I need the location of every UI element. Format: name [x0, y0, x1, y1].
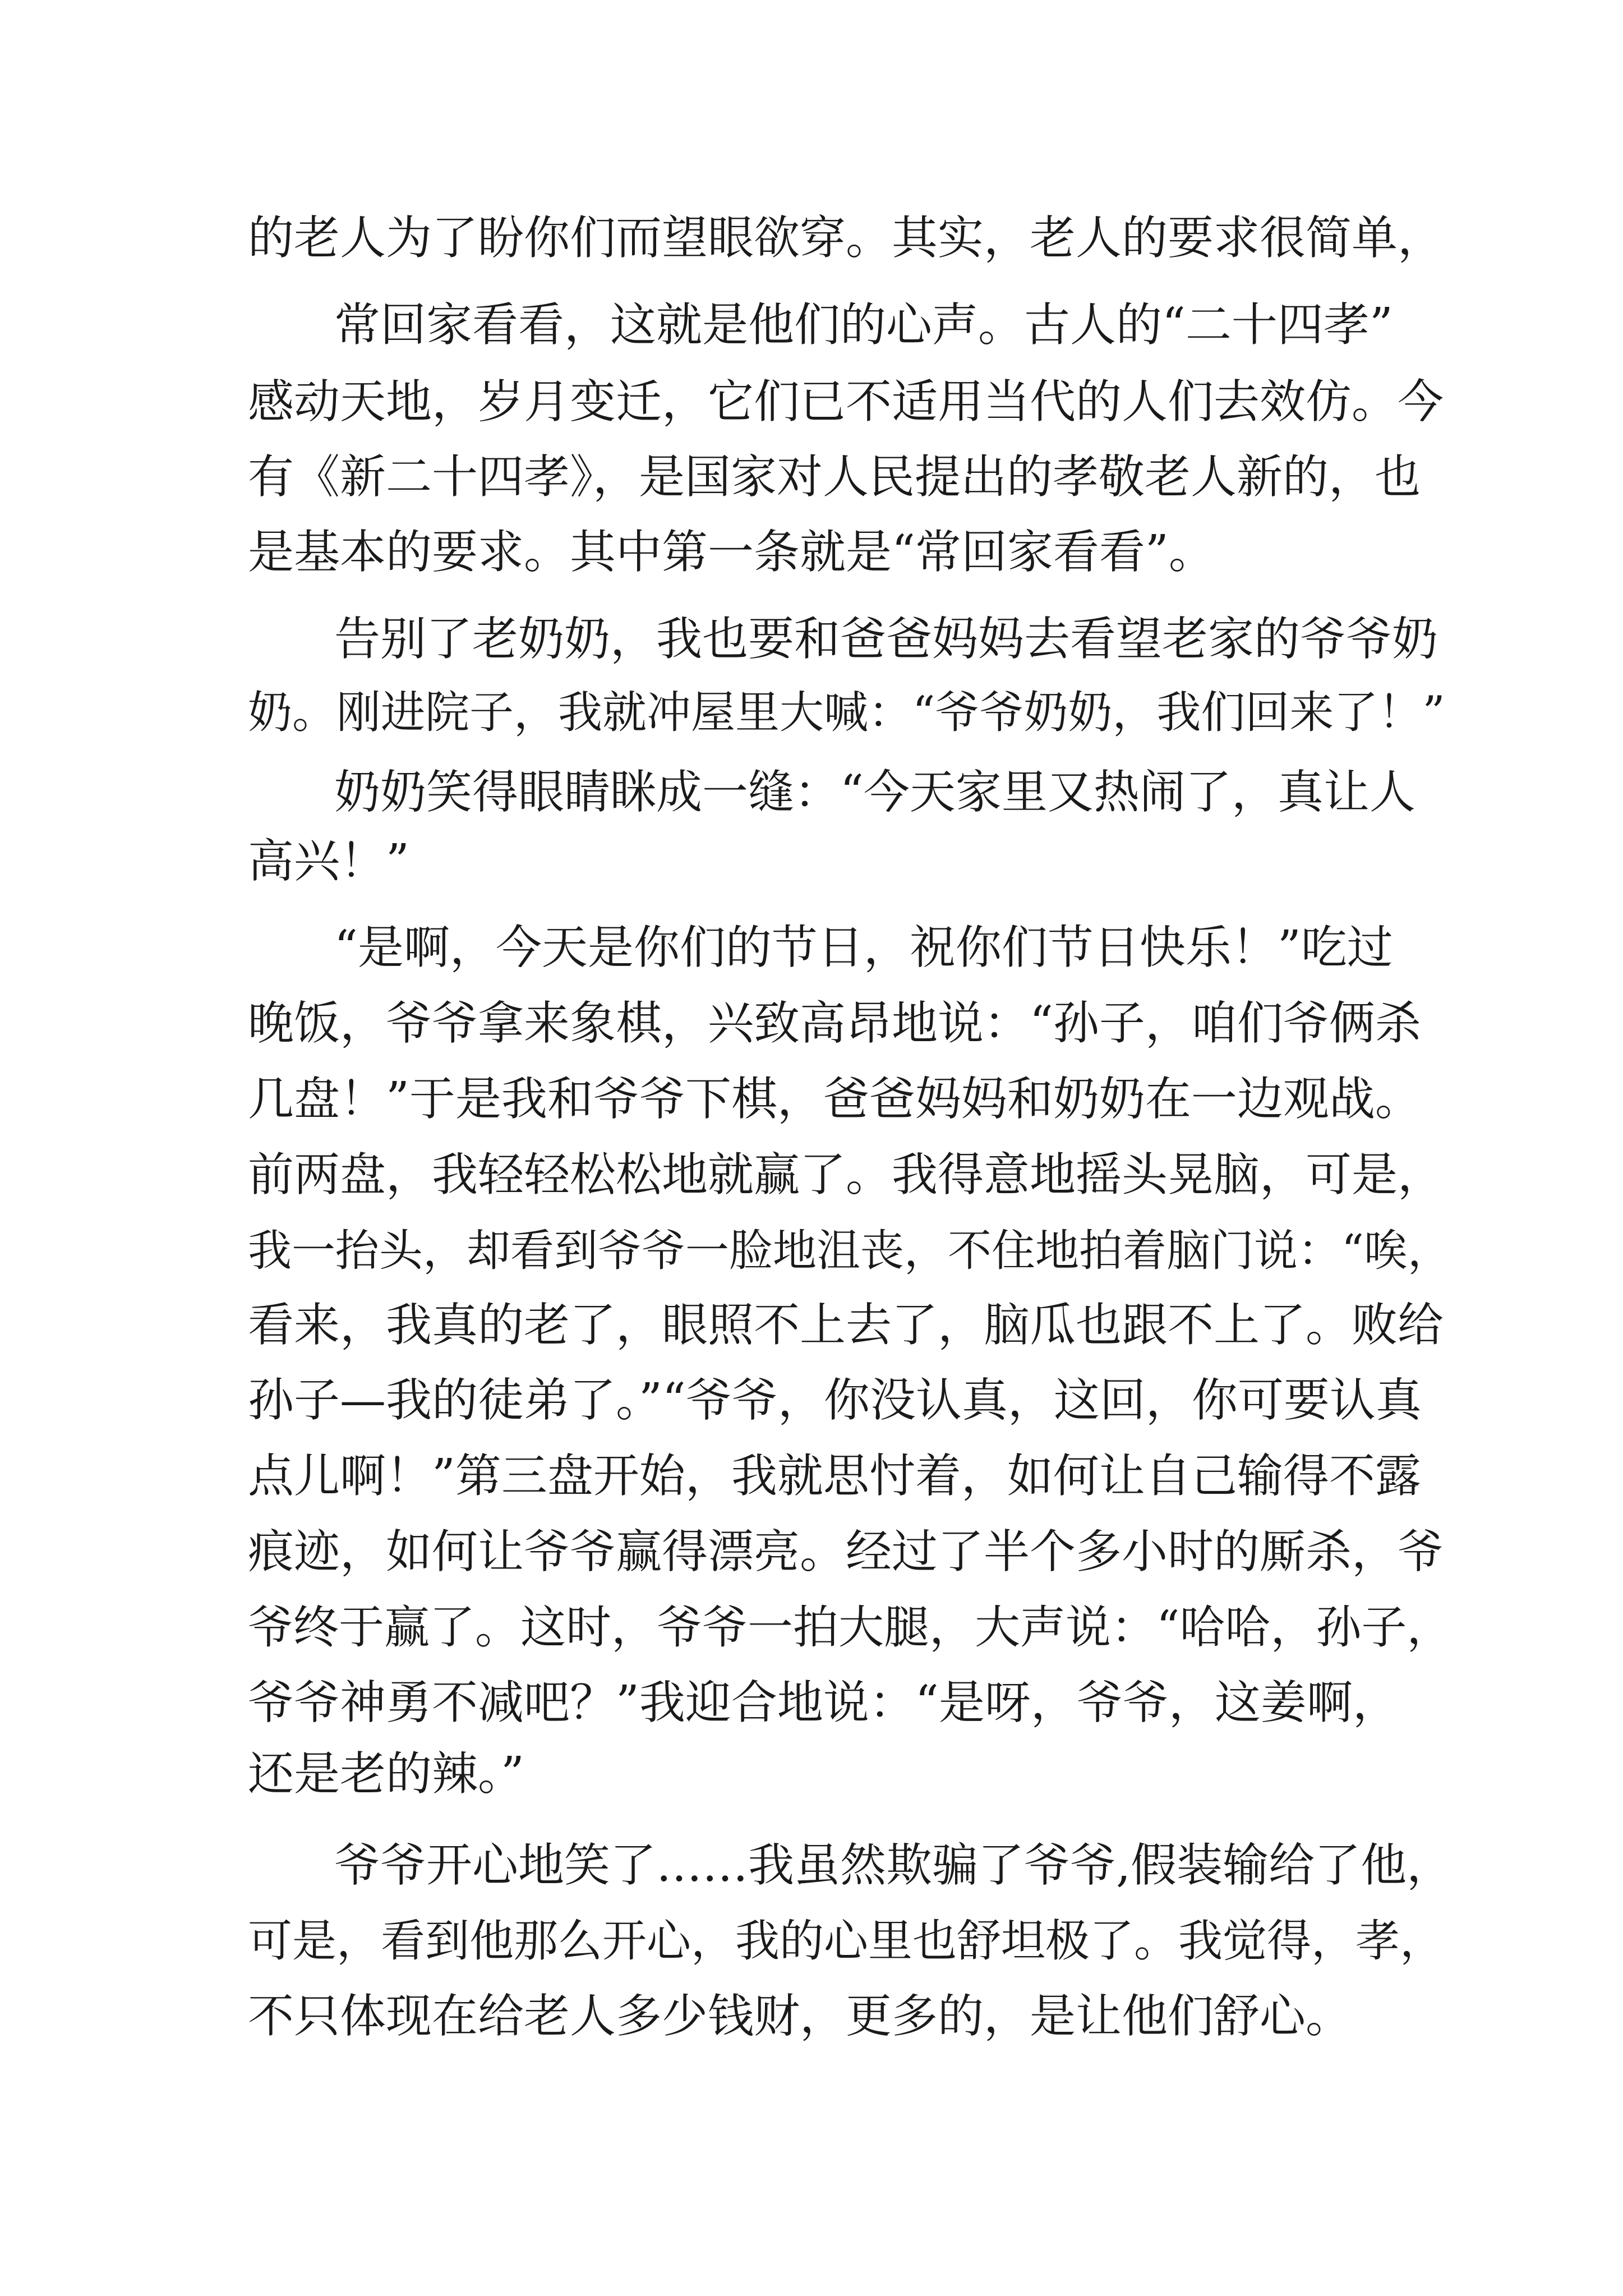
text-line: 还是老的辣。”: [248, 1747, 524, 1801]
text-line: 孙子—我的徒弟了。”“爷爷，你没认真，这回，你可要认真: [248, 1374, 1422, 1427]
text-line: 奶奶笑得眼睛眯成一缝：“今天家里又热闹了，真让人: [334, 766, 1415, 819]
text-line: 的老人为了盼你们而望眼欲穿。其实，老人的要求很简单，: [248, 211, 1444, 265]
text-line: 有《新二十四孝》，是国家对人民提出的孝敬老人新的，也: [248, 450, 1421, 504]
text-line: 是基本的要求。其中第一条就是“常回家看看”。: [248, 526, 1215, 579]
text-line: 高兴！”: [248, 835, 409, 888]
text-line: 前两盘，我轻轻松松地就赢了。我得意地摇头晃脑，可是，: [248, 1148, 1444, 1202]
text-line: 看来，我真的老了，眼照不上去了，脑瓜也跟不上了。败给: [248, 1299, 1444, 1352]
text-line: 可是，看到他那么开心，我的心里也舒坦极了。我觉得，孝，: [248, 1915, 1444, 1967]
text-line: 爷终于赢了。这时，爷爷一拍大腿，大声说：“哈哈，孙子，: [248, 1602, 1453, 1654]
text-line: 爷爷神勇不减吧？”我迎合地说：“是呀，爷爷，这姜啊，: [248, 1676, 1399, 1729]
text-line: 点儿啊！”第三盘开始，我就思忖着，如何让自己输得不露: [248, 1450, 1421, 1503]
text-line: 我一抬头，却看到爷爷一脸地沮丧，不住地拍着脑门说：“唉，: [248, 1226, 1451, 1276]
text-line: 几盘！”于是我和爷爷下棋，爸爸妈妈和奶奶在一边观战。: [248, 1073, 1421, 1126]
text-line: 痕迹，如何让爷爷赢得漂亮。经过了半个多小时的厮杀，爷: [248, 1525, 1444, 1579]
text-line: “是啊，今天是你们的节日，祝你们节日快乐！”吃过: [334, 921, 1393, 974]
text-line: 常回家看看，这就是他们的心声。古人的“二十四孝”: [334, 298, 1393, 352]
text-line: 不只体现在给老人多少钱财，更多的，是让他们舒心。: [248, 1990, 1352, 2043]
text-line: 晚饭，爷爷拿来象棋，兴致高昂地说：“孙子，咱们爷俩杀: [248, 997, 1421, 1050]
text-line: 奶。刚进院子，我就冲屋里大喊：“爷爷奶奶，我们回来了！”: [248, 687, 1445, 738]
text-line: 爷爷开心地笑了……我虽然欺骗了爷爷,假装输给了他，: [334, 1839, 1453, 1892]
text-line: 感动天地，岁月变迁，它们已不适用当代的人们去效仿。今: [248, 375, 1444, 429]
text-line: 告别了老奶奶，我也要和爸爸妈妈去看望老家的爷爷奶: [334, 613, 1438, 666]
